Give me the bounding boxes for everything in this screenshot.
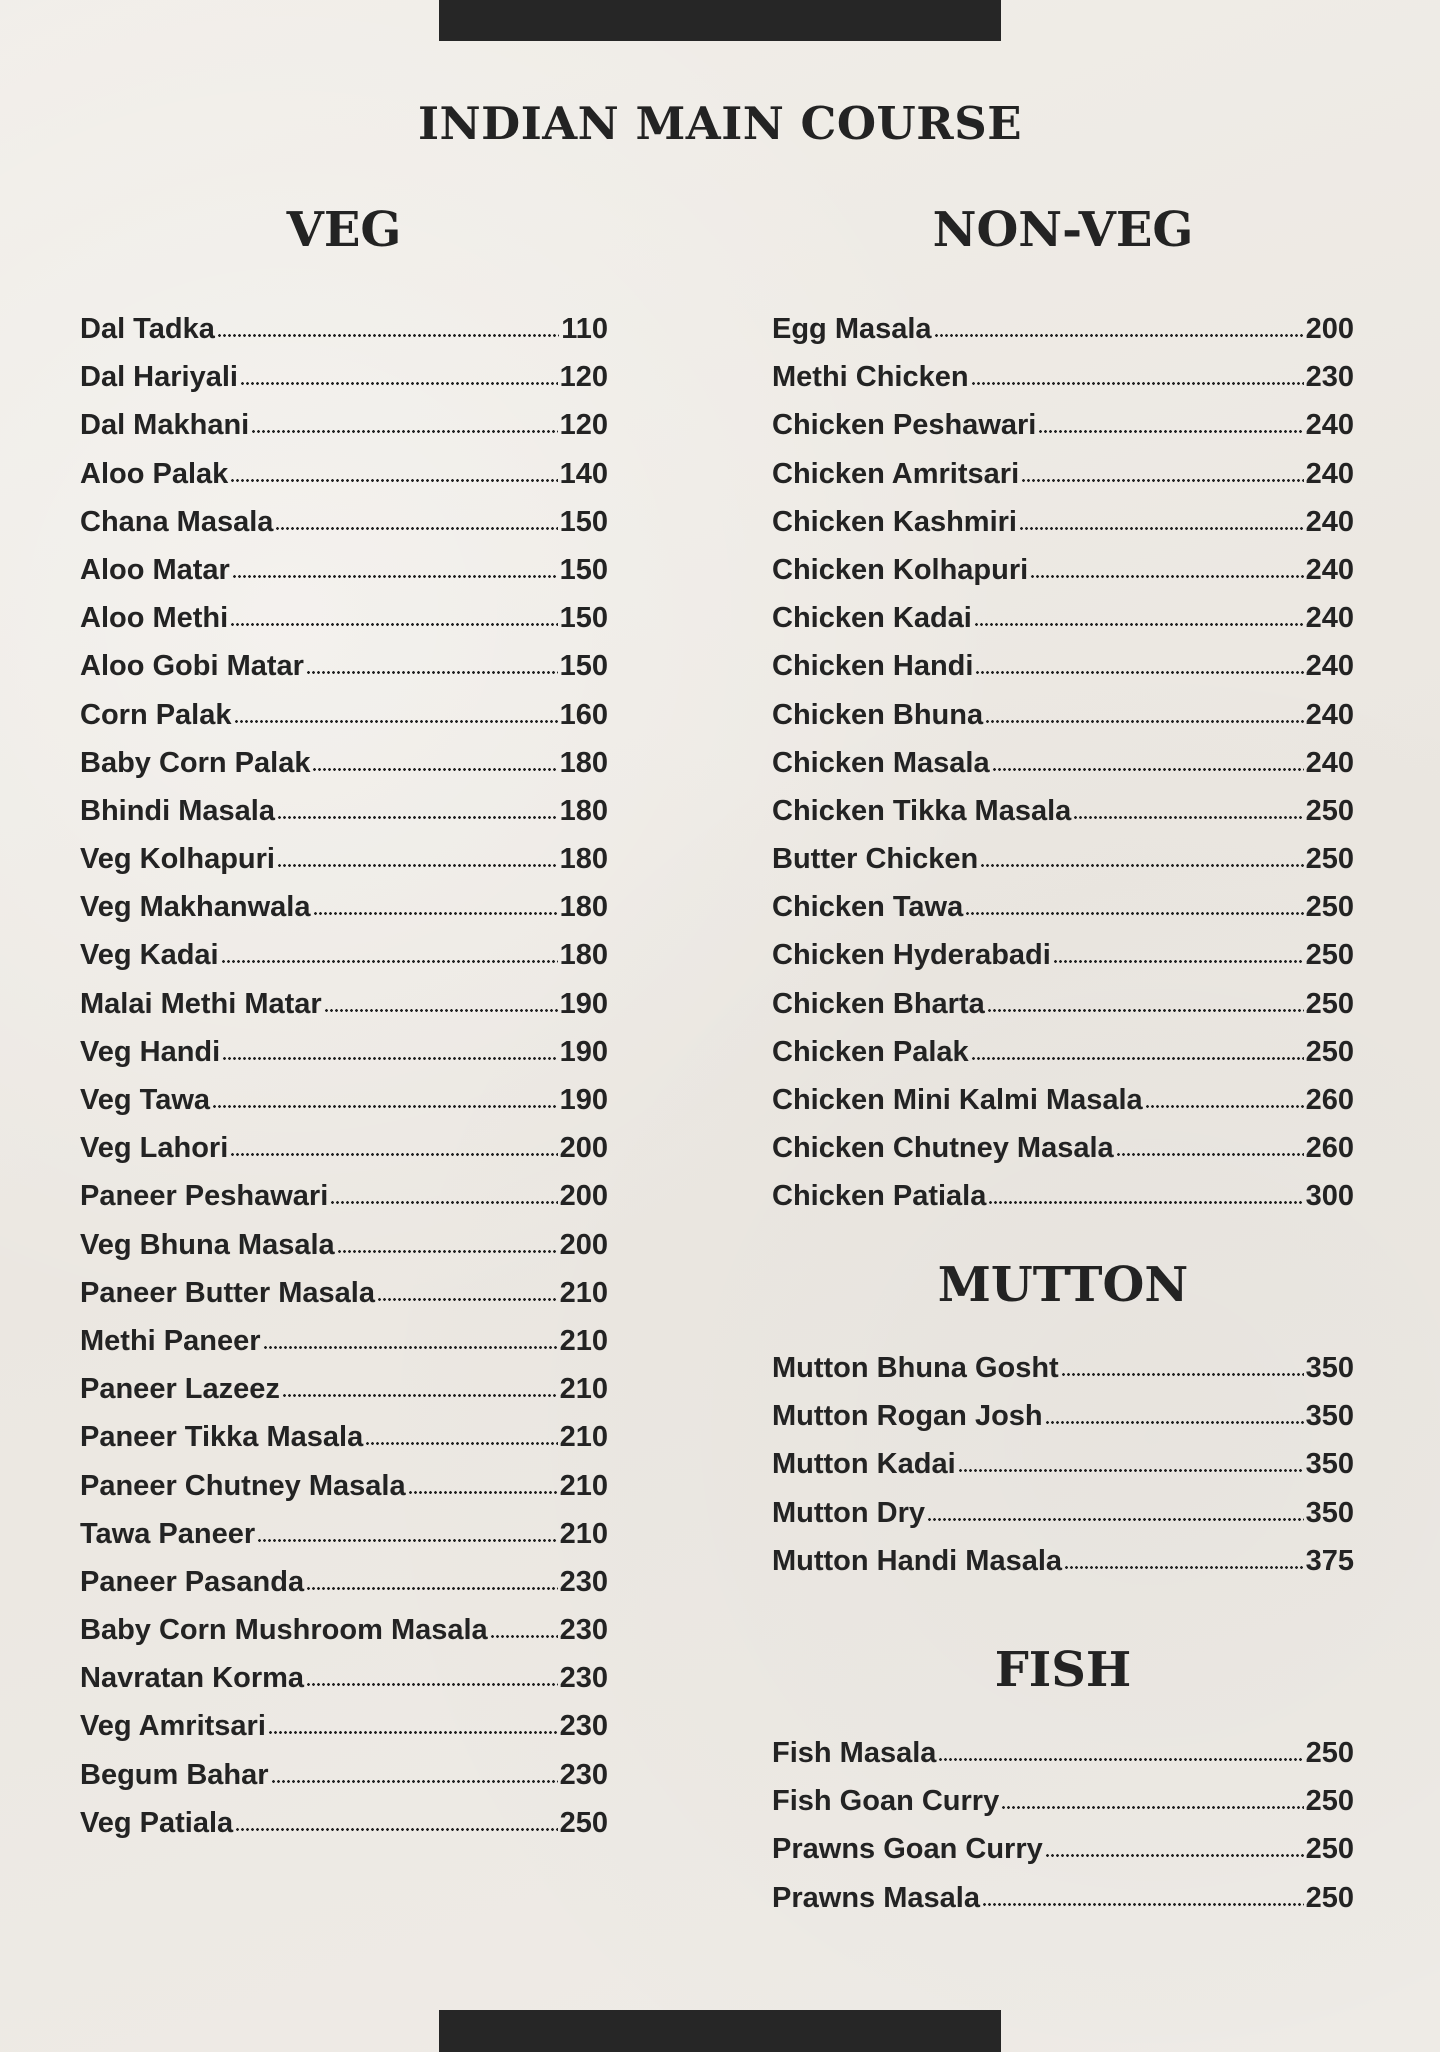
menu-item: [772, 450, 1354, 498]
menu-item-name: Aloo Methi: [80, 602, 229, 635]
menu-item-price: 210: [559, 1469, 608, 1502]
menu-item-price: 150: [559, 650, 608, 683]
menu-item: [772, 1392, 1354, 1440]
dotted-leader: [221, 960, 558, 963]
menu-item-price: 160: [559, 698, 608, 731]
dotted-leader: [490, 1635, 558, 1638]
menu-item: [80, 642, 608, 690]
dotted-leader: [1001, 1806, 1303, 1809]
menu-item-price: 210: [559, 1324, 608, 1357]
dotted-leader: [927, 1518, 1304, 1521]
menu-item-price: 230: [559, 1710, 608, 1743]
menu-item: [772, 353, 1354, 401]
menu-item-price: 350: [1305, 1352, 1354, 1384]
menu-item-name: Veg Kadai: [80, 939, 219, 972]
menu-item-name: Veg Patiala: [80, 1806, 234, 1839]
menu-item: [80, 450, 608, 498]
dotted-leader: [934, 334, 1304, 337]
menu-item: [80, 691, 608, 739]
section-title-veg: VEG: [286, 202, 402, 258]
dotted-leader: [1030, 575, 1303, 578]
dotted-leader: [982, 1903, 1304, 1906]
menu-item-name: Mutton Rogan Josh: [772, 1400, 1043, 1433]
menu-item-name: Egg Masala: [772, 313, 932, 345]
dotted-leader: [980, 864, 1303, 867]
menu-item-price: 230: [559, 1662, 608, 1695]
menu-item-name: Chicken Bharta: [772, 987, 985, 1020]
menu-item-name: Aloo Matar: [80, 553, 230, 586]
top-decorative-bar: [439, 0, 1001, 41]
menu-item: [772, 1874, 1354, 1922]
dotted-leader: [306, 1683, 558, 1686]
menu-item: [80, 739, 608, 787]
menu-item-price: 230: [559, 1758, 608, 1791]
menu-item-name: Chicken Tawa: [772, 891, 964, 924]
menu-item: [80, 546, 608, 594]
menu-item-price: 150: [559, 505, 608, 538]
menu-item: [772, 594, 1354, 642]
dotted-leader: [257, 1539, 557, 1542]
menu-item-name: Veg Tawa: [80, 1084, 211, 1116]
menu-item: [80, 305, 608, 353]
menu-list-veg: [80, 305, 608, 1847]
menu-item-name: Bhindi Masala: [80, 794, 275, 827]
menu-item-price: 210: [559, 1373, 608, 1406]
menu-item-name: Chicken Palak: [772, 1035, 969, 1068]
menu-item: [772, 642, 1354, 690]
menu-item-name: Paneer Lazeez: [80, 1373, 280, 1406]
menu-item: [80, 1365, 608, 1413]
menu-item-name: Butter Chicken: [772, 843, 979, 876]
menu-item-name: Veg Lahori: [80, 1132, 229, 1165]
menu-item: [80, 835, 608, 883]
menu-item-name: Chicken Peshawari: [772, 409, 1037, 442]
menu-item: [80, 980, 608, 1028]
dotted-leader: [212, 1105, 558, 1108]
menu-item-name: Fish Goan Curry: [772, 1785, 1000, 1818]
menu-item-price: 200: [559, 1228, 608, 1261]
menu-item-name: Chicken Hyderabadi: [772, 939, 1051, 972]
menu-item-price: 250: [1305, 1785, 1354, 1818]
menu-item-price: 150: [559, 602, 608, 635]
dotted-leader: [965, 912, 1303, 915]
menu-item: [80, 1317, 608, 1365]
menu-item-name: Aloo Palak: [80, 457, 229, 490]
menu-item-name: Baby Corn Mushroom Masala: [80, 1614, 488, 1647]
menu-item-name: Dal Makhani: [80, 409, 250, 442]
dotted-leader: [313, 912, 558, 915]
menu-item: [772, 1028, 1354, 1076]
menu-item-price: 250: [1305, 987, 1354, 1020]
menu-item-name: Paneer Chutney Masala: [80, 1469, 406, 1502]
menu-item-name: Mutton Bhuna Gosht: [772, 1352, 1059, 1384]
menu-item-name: Chana Masala: [80, 505, 274, 538]
menu-item: [80, 931, 608, 979]
dotted-leader: [324, 1009, 558, 1012]
menu-item-name: Paneer Butter Masala: [80, 1276, 375, 1309]
menu-item-price: 250: [1305, 1881, 1354, 1914]
dotted-leader: [271, 1780, 558, 1783]
menu-item-name: Chicken Kadai: [772, 602, 972, 635]
dotted-leader: [408, 1491, 558, 1494]
menu-item-name: Mutton Handi Masala: [772, 1544, 1063, 1577]
dotted-leader: [312, 768, 557, 771]
menu-item-price: 240: [1305, 553, 1354, 586]
menu-item-price: 140: [559, 457, 608, 490]
menu-item: [772, 1124, 1354, 1172]
menu-item-price: 110: [561, 313, 608, 345]
menu-item-name: Chicken Kashmiri: [772, 505, 1017, 538]
section-title-fish: FISH: [994, 1642, 1132, 1698]
menu-item: [772, 691, 1354, 739]
dotted-leader: [230, 623, 557, 626]
dotted-leader: [1073, 816, 1303, 819]
menu-item: [772, 1489, 1354, 1537]
menu-item: [772, 1777, 1354, 1825]
dotted-leader: [975, 671, 1303, 674]
section-title-mutton: MUTTON: [937, 1257, 1189, 1313]
dotted-leader: [1064, 1566, 1304, 1569]
menu-item-name: Dal Hariyali: [80, 361, 238, 394]
menu-item-name: Methi Chicken: [772, 361, 969, 394]
menu-item-name: Begum Bahar: [80, 1758, 269, 1791]
dotted-leader: [240, 382, 558, 385]
dotted-leader: [1045, 1421, 1304, 1424]
dotted-leader: [988, 1201, 1303, 1204]
dotted-leader: [306, 1587, 558, 1590]
menu-item: [80, 1510, 608, 1558]
menu-item-price: 240: [1305, 746, 1354, 779]
menu-item-price: 240: [1305, 409, 1354, 442]
menu-item-price: 375: [1305, 1544, 1354, 1577]
menu-item-price: 230: [1305, 361, 1354, 394]
menu-item: [80, 594, 608, 642]
menu-item-price: 120: [559, 409, 608, 442]
menu-item-price: 230: [559, 1614, 608, 1647]
dotted-leader: [985, 720, 1304, 723]
menu-item-price: 210: [559, 1421, 608, 1454]
menu-item-price: 250: [1305, 794, 1354, 827]
dotted-leader: [277, 816, 558, 819]
menu-item: [80, 353, 608, 401]
dotted-leader: [230, 1153, 557, 1156]
menu-item-price: 250: [559, 1806, 608, 1839]
dotted-leader: [234, 720, 558, 723]
menu-item: [80, 1269, 608, 1317]
menu-item: [772, 546, 1354, 594]
menu-item: [80, 1462, 608, 1510]
menu-item-price: 210: [559, 1276, 608, 1309]
dotted-leader: [365, 1442, 557, 1445]
menu-item-price: 350: [1305, 1496, 1354, 1529]
dotted-leader: [1061, 1373, 1304, 1376]
menu-item-name: Veg Makhanwala: [80, 891, 311, 924]
menu-item-name: Chicken Kolhapuri: [772, 553, 1029, 586]
menu-item: [80, 1124, 608, 1172]
menu-item-price: 250: [1305, 891, 1354, 924]
dotted-leader: [330, 1201, 557, 1204]
dotted-leader: [377, 1298, 558, 1301]
menu-list-non-veg: [772, 305, 1354, 1221]
dotted-leader: [251, 430, 557, 433]
dotted-leader: [230, 479, 557, 482]
bottom-decorative-bar: [439, 2010, 1001, 2052]
menu-item: [772, 1537, 1354, 1585]
dotted-leader: [992, 768, 1304, 771]
menu-item-name: Corn Palak: [80, 698, 232, 731]
menu-item: [80, 1606, 608, 1654]
menu-item: [772, 739, 1354, 787]
menu-item-price: 150: [559, 553, 608, 586]
menu-item-price: 250: [1305, 843, 1354, 876]
dotted-leader: [971, 382, 1304, 385]
menu-item: [772, 980, 1354, 1028]
page-title: INDIAN MAIN COURSE: [418, 97, 1022, 150]
menu-item: [772, 835, 1354, 883]
menu-list-mutton: [772, 1344, 1354, 1585]
menu-item: [772, 1729, 1354, 1777]
menu-item: [772, 498, 1354, 546]
menu-item-price: 200: [559, 1180, 608, 1213]
dotted-leader: [232, 575, 558, 578]
menu-item-name: Baby Corn Palak: [80, 746, 311, 779]
menu-item-name: Navratan Korma: [80, 1662, 305, 1695]
menu-item-name: Malai Methi Matar: [80, 987, 322, 1020]
menu-item-name: Chicken Bhuna: [772, 698, 984, 731]
menu-item-name: Aloo Gobi Matar: [80, 650, 304, 683]
menu-item: [80, 1221, 608, 1269]
dotted-leader: [1045, 1854, 1304, 1857]
menu-item: [772, 305, 1354, 353]
dotted-leader: [1116, 1153, 1304, 1156]
menu-item: [772, 1825, 1354, 1873]
menu-item-price: 250: [1305, 1737, 1354, 1769]
menu-item-name: Chicken Amritsari: [772, 457, 1020, 490]
menu-item: [80, 1558, 608, 1606]
dotted-leader: [235, 1828, 557, 1831]
menu-item: [772, 1172, 1354, 1220]
menu-list-fish: [772, 1729, 1354, 1922]
dotted-leader: [974, 623, 1304, 626]
menu-item-name: Paneer Pasanda: [80, 1565, 305, 1598]
menu-item: [772, 931, 1354, 979]
menu-item-price: 180: [559, 843, 608, 876]
menu-item-price: 180: [559, 939, 608, 972]
menu-item-name: Chicken Patiala: [772, 1180, 987, 1213]
menu-item-name: Prawns Goan Curry: [772, 1833, 1043, 1866]
menu-item-name: Paneer Tikka Masala: [80, 1421, 364, 1454]
dotted-leader: [268, 1731, 558, 1734]
menu-item: [80, 1702, 608, 1750]
dotted-leader: [263, 1346, 558, 1349]
menu-item: [80, 1799, 608, 1847]
menu-item: [80, 401, 608, 449]
dotted-leader: [337, 1250, 558, 1253]
menu-item-price: 180: [559, 794, 608, 827]
menu-item-name: Mutton Dry: [772, 1496, 926, 1529]
menu-item-price: 350: [1305, 1400, 1354, 1433]
menu-item-price: 260: [1305, 1132, 1354, 1165]
menu-item-name: Dal Tadka: [80, 313, 215, 345]
section-title-non-veg: NON-VEG: [932, 202, 1194, 258]
menu-item-price: 210: [559, 1517, 608, 1550]
menu-item-price: 190: [559, 1084, 608, 1116]
menu-item-price: 200: [1305, 313, 1354, 345]
menu-item-name: Mutton Kadai: [772, 1448, 956, 1481]
menu-item-price: 230: [559, 1565, 608, 1598]
menu-item-price: 190: [559, 1035, 608, 1068]
dotted-leader: [222, 1057, 557, 1060]
menu-item-name: Chicken Tikka Masala: [772, 794, 1072, 827]
dotted-leader: [217, 334, 559, 337]
menu-item-price: 120: [559, 361, 608, 394]
menu-item-name: Paneer Peshawari: [80, 1180, 329, 1213]
menu-item-price: 240: [1305, 505, 1354, 538]
menu-item-name: Chicken Handi: [772, 650, 974, 683]
dotted-leader: [938, 1758, 1303, 1761]
dotted-leader: [306, 671, 558, 674]
menu-item: [80, 1654, 608, 1702]
menu-item-name: Methi Paneer: [80, 1324, 261, 1357]
menu-item-name: Chicken Mini Kalmi Masala: [772, 1084, 1143, 1116]
menu-item-name: Fish Masala: [772, 1737, 937, 1769]
menu-item: [772, 787, 1354, 835]
dotted-leader: [1038, 430, 1303, 433]
dotted-leader: [1145, 1105, 1304, 1108]
menu-item-name: Chicken Masala: [772, 746, 990, 779]
menu-item-price: 300: [1305, 1180, 1354, 1213]
menu-item-price: 240: [1305, 457, 1354, 490]
dotted-leader: [277, 864, 558, 867]
menu-item-name: Prawns Masala: [772, 1881, 980, 1914]
menu-item-price: 250: [1305, 1035, 1354, 1068]
menu-item-price: 350: [1305, 1448, 1354, 1481]
dotted-leader: [1019, 527, 1304, 530]
menu-item-price: 260: [1305, 1084, 1354, 1116]
menu-item: [80, 787, 608, 835]
menu-item: [772, 1076, 1354, 1124]
menu-item: [80, 498, 608, 546]
menu-item-name: Tawa Paneer: [80, 1517, 256, 1550]
menu-item: [772, 1440, 1354, 1488]
menu-item-price: 250: [1305, 939, 1354, 972]
dotted-leader: [282, 1394, 558, 1397]
menu-item: [80, 883, 608, 931]
menu-item-price: 240: [1305, 698, 1354, 731]
menu-item: [772, 401, 1354, 449]
dotted-leader: [1053, 960, 1304, 963]
dotted-leader: [971, 1057, 1304, 1060]
dotted-leader: [275, 527, 557, 530]
menu-item-name: Veg Handi: [80, 1035, 221, 1068]
menu-item: [80, 1028, 608, 1076]
menu-item: [80, 1076, 608, 1124]
menu-item-price: 180: [559, 746, 608, 779]
menu-item: [80, 1413, 608, 1461]
menu-item-price: 240: [1305, 650, 1354, 683]
menu-item-price: 240: [1305, 602, 1354, 635]
menu-item: [80, 1172, 608, 1220]
menu-item: [80, 1751, 608, 1799]
menu-item-name: Veg Kolhapuri: [80, 843, 275, 876]
menu-item-price: 250: [1305, 1833, 1354, 1866]
menu-item-name: Chicken Chutney Masala: [772, 1132, 1114, 1165]
menu-item-price: 180: [559, 891, 608, 924]
dotted-leader: [987, 1009, 1304, 1012]
menu-item: [772, 1344, 1354, 1392]
menu-item: [772, 883, 1354, 931]
menu-item-name: Veg Amritsari: [80, 1710, 266, 1743]
dotted-leader: [1021, 479, 1303, 482]
dotted-leader: [958, 1469, 1304, 1472]
menu-item-name: Veg Bhuna Masala: [80, 1228, 335, 1261]
menu-item-price: 200: [559, 1132, 608, 1165]
menu-item-price: 190: [559, 987, 608, 1020]
